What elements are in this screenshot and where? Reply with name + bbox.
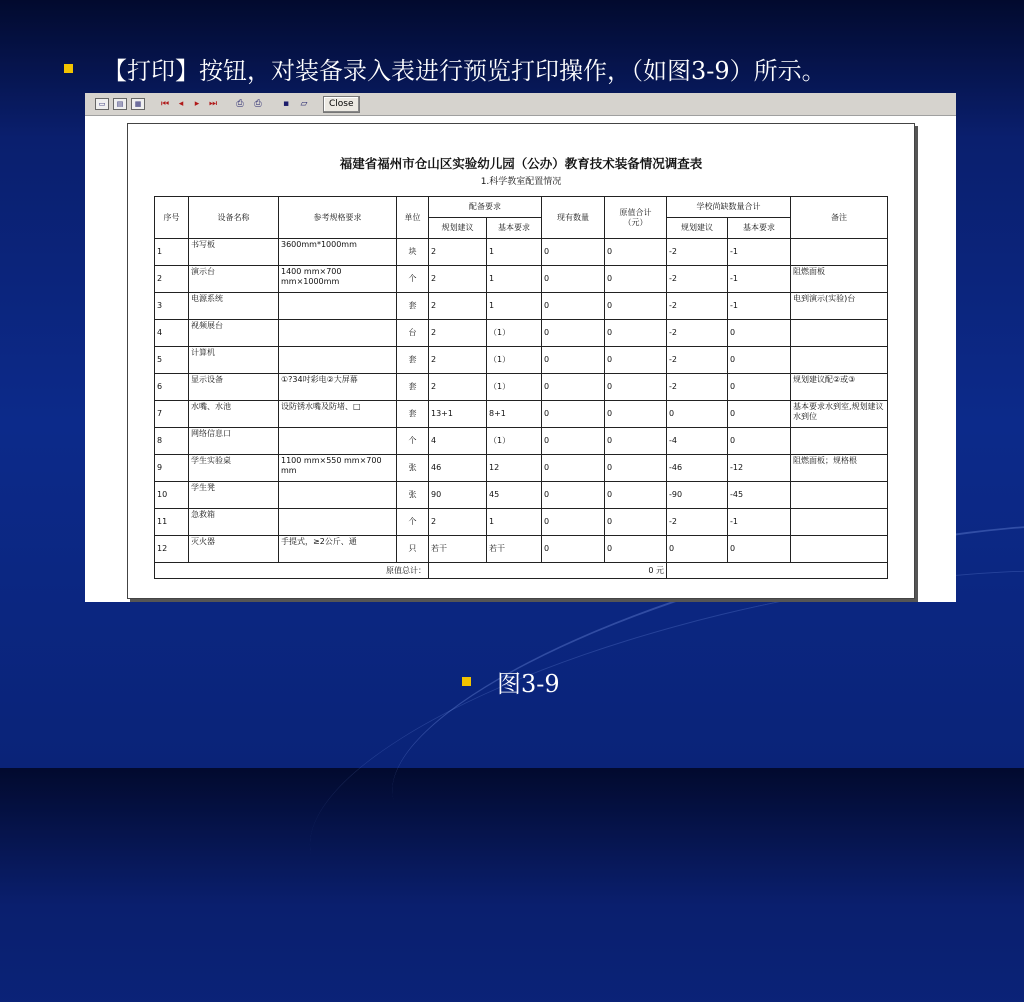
shortfall-plan-cell: -2 [667, 374, 728, 401]
remark-cell: 电到演示(实验)台 [791, 293, 888, 320]
row-index-cell: 6 [155, 374, 189, 401]
unit-cell: 套 [397, 347, 429, 374]
print-preview-window [85, 93, 956, 602]
header-name: 设备名称 [189, 197, 279, 239]
table-row [155, 455, 888, 482]
table-row [155, 482, 888, 509]
table-body [155, 239, 888, 563]
shortfall-plan-cell: -2 [667, 509, 728, 536]
two-page-icon[interactable]: ▤ [113, 98, 127, 110]
slide-heading-text: 【打印】按钮，对装备录入表进行预览打印操作，（如图3-9）所示。 [103, 56, 826, 85]
header-basic: 基本要求 [487, 218, 542, 239]
figure-caption [462, 664, 560, 699]
existing-qty-cell: 0 [542, 347, 605, 374]
original-value-cell: 0 [605, 293, 667, 320]
row-index-cell: 2 [155, 266, 189, 293]
equipment-name-cell: 书写板 [189, 239, 279, 266]
shortfall-plan-cell: -2 [667, 239, 728, 266]
equipment-name-cell: 演示台 [189, 266, 279, 293]
equipment-name-cell: 水嘴、水池 [189, 401, 279, 428]
config-basic-cell: （1） [487, 374, 542, 401]
unit-cell: 块 [397, 239, 429, 266]
row-index-cell: 7 [155, 401, 189, 428]
table-row [155, 347, 888, 374]
header-unit: 单位 [397, 197, 429, 239]
shortfall-plan-cell: -2 [667, 293, 728, 320]
table-row [155, 536, 888, 563]
one-page-icon[interactable]: ▭ [95, 98, 109, 110]
config-basic-cell: 若干 [487, 536, 542, 563]
remark-cell [791, 536, 888, 563]
remark-cell [791, 509, 888, 536]
existing-qty-cell: 0 [542, 320, 605, 347]
shortfall-plan-cell: 0 [667, 536, 728, 563]
existing-qty-cell: 0 [542, 455, 605, 482]
unit-cell: 只 [397, 536, 429, 563]
header-existing: 现有数量 [542, 197, 605, 239]
next-page-icon[interactable]: ▸ [194, 98, 200, 109]
original-value-cell: 0 [605, 428, 667, 455]
header-shortfall-basic: 基本要求 [728, 218, 791, 239]
config-basic-cell: 1 [487, 509, 542, 536]
config-basic-cell: 1 [487, 293, 542, 320]
row-index-cell: 3 [155, 293, 189, 320]
existing-qty-cell: 0 [542, 239, 605, 266]
total-value: 0 元 [429, 563, 667, 579]
equipment-name-cell: 计算机 [189, 347, 279, 374]
original-value-cell: 0 [605, 239, 667, 266]
header-shortfall-plan: 规划建议 [667, 218, 728, 239]
equipment-spec-cell [279, 482, 397, 509]
remark-cell: 基本要求水到室,规划建议水到位 [791, 401, 888, 428]
equipment-spec-cell: 手提式，≥2公斤、通 [279, 536, 397, 563]
close-button[interactable]: Close [323, 96, 360, 113]
header-spec: 参考规格要求 [279, 197, 397, 239]
table-row [155, 401, 888, 428]
shortfall-basic-cell: -1 [728, 509, 791, 536]
shortfall-basic-cell: 0 [728, 320, 791, 347]
config-basic-cell: 1 [487, 266, 542, 293]
shortfall-plan-cell: -46 [667, 455, 728, 482]
figure-caption-text: 图3-9 [497, 670, 560, 698]
total-row [155, 563, 888, 579]
bullet-icon [64, 64, 73, 73]
existing-qty-cell: 0 [542, 266, 605, 293]
table-row [155, 293, 888, 320]
original-value-cell: 0 [605, 266, 667, 293]
equipment-spec-cell [279, 320, 397, 347]
save-icon[interactable]: ▪ [282, 98, 290, 109]
header-plan: 规划建议 [429, 218, 487, 239]
unit-cell: 张 [397, 482, 429, 509]
config-plan-cell: 2 [429, 266, 487, 293]
shortfall-plan-cell: -2 [667, 347, 728, 374]
unit-cell: 个 [397, 428, 429, 455]
unit-cell: 套 [397, 374, 429, 401]
config-basic-cell: 45 [487, 482, 542, 509]
shortfall-basic-cell: -1 [728, 266, 791, 293]
table-row [155, 320, 888, 347]
config-basic-cell: 12 [487, 455, 542, 482]
shortfall-plan-cell: -2 [667, 266, 728, 293]
equipment-spec-cell: 1400 mm×700 mm×1000mm [279, 266, 397, 293]
config-basic-cell: 1 [487, 239, 542, 266]
unit-cell: 个 [397, 509, 429, 536]
row-index-cell: 1 [155, 239, 189, 266]
shortfall-basic-cell: 0 [728, 347, 791, 374]
remark-cell: 阻燃面板；规格根 [791, 455, 888, 482]
header-index: 序号 [155, 197, 189, 239]
config-plan-cell: 90 [429, 482, 487, 509]
equipment-spec-cell [279, 509, 397, 536]
row-index-cell: 4 [155, 320, 189, 347]
open-folder-icon[interactable]: ▱ [300, 98, 308, 109]
row-index-cell: 11 [155, 509, 189, 536]
existing-qty-cell: 0 [542, 509, 605, 536]
shortfall-basic-cell: 0 [728, 374, 791, 401]
equipment-name-cell: 显示设备 [189, 374, 279, 401]
unit-cell: 台 [397, 320, 429, 347]
shortfall-plan-cell: -90 [667, 482, 728, 509]
total-label: 原值总计： [155, 563, 429, 579]
shortfall-plan-cell: -2 [667, 320, 728, 347]
original-value-cell: 0 [605, 347, 667, 374]
existing-qty-cell: 0 [542, 401, 605, 428]
equipment-table [154, 196, 888, 579]
equipment-name-cell: 急救箱 [189, 509, 279, 536]
config-plan-cell: 46 [429, 455, 487, 482]
unit-cell: 个 [397, 266, 429, 293]
last-page-icon[interactable]: ⏭ [208, 98, 218, 109]
original-value-cell: 0 [605, 482, 667, 509]
table-row [155, 428, 888, 455]
shortfall-basic-cell: 0 [728, 401, 791, 428]
shortfall-basic-cell: 0 [728, 536, 791, 563]
unit-cell: 套 [397, 401, 429, 428]
shortfall-plan-cell: -4 [667, 428, 728, 455]
remark-cell [791, 428, 888, 455]
document-page [127, 123, 915, 599]
shortfall-basic-cell: -12 [728, 455, 791, 482]
original-value-cell: 0 [605, 374, 667, 401]
equipment-spec-cell: ①?34吋彩电②大屏幕 [279, 374, 397, 401]
equipment-spec-cell: 3600mm*1000mm [279, 239, 397, 266]
equipment-spec-cell: 1100 mm×550 mm×700 mm [279, 455, 397, 482]
remark-cell: 规划建议配②或③ [791, 374, 888, 401]
shortfall-basic-cell: 0 [728, 428, 791, 455]
unit-cell: 套 [397, 293, 429, 320]
original-value-cell: 0 [605, 401, 667, 428]
equipment-spec-cell [279, 293, 397, 320]
config-basic-cell: （1） [487, 428, 542, 455]
equipment-name-cell: 电源系统 [189, 293, 279, 320]
unit-cell: 张 [397, 455, 429, 482]
equipment-spec-cell: 设防锈水嘴及防堵、□ [279, 401, 397, 428]
preview-toolbar [85, 93, 956, 116]
config-plan-cell: 2 [429, 239, 487, 266]
config-plan-cell: 若干 [429, 536, 487, 563]
shortfall-basic-cell: -1 [728, 239, 791, 266]
config-plan-cell: 2 [429, 374, 487, 401]
document-title: 福建省福州市仓山区实验幼儿园（公办）教育技术装备情况调查表 [339, 156, 703, 171]
equipment-name-cell: 学生凳 [189, 482, 279, 509]
shortfall-basic-cell: -1 [728, 293, 791, 320]
remark-cell: 阻燃面板 [791, 266, 888, 293]
table-row [155, 266, 888, 293]
remark-cell [791, 239, 888, 266]
header-remark: 备注 [791, 197, 888, 239]
remark-cell [791, 347, 888, 374]
table-row [155, 374, 888, 401]
original-value-cell: 0 [605, 320, 667, 347]
slide-heading [64, 48, 826, 88]
prev-page-icon[interactable]: ◂ [178, 98, 184, 109]
header-shortfall: 学校尚缺数量合计 [667, 197, 791, 218]
equipment-name-cell: 灭火器 [189, 536, 279, 563]
remark-cell [791, 482, 888, 509]
table-row [155, 239, 888, 266]
config-plan-cell: 2 [429, 347, 487, 374]
equipment-name-cell: 视频展台 [189, 320, 279, 347]
row-index-cell: 9 [155, 455, 189, 482]
row-index-cell: 12 [155, 536, 189, 563]
row-index-cell: 10 [155, 482, 189, 509]
equipment-name-cell: 网络信息口 [189, 428, 279, 455]
config-basic-cell: 8+1 [487, 401, 542, 428]
original-value-cell: 0 [605, 536, 667, 563]
config-plan-cell: 4 [429, 428, 487, 455]
existing-qty-cell: 0 [542, 482, 605, 509]
document-subtitle: 1.科学教室配置情况 [480, 177, 562, 187]
shortfall-plan-cell: 0 [667, 401, 728, 428]
print-icon[interactable]: ⎙ [254, 98, 262, 109]
equipment-spec-cell [279, 428, 397, 455]
print-setup-icon[interactable]: ⎙ [236, 98, 244, 109]
preview-area[interactable] [85, 117, 956, 602]
existing-qty-cell: 0 [542, 536, 605, 563]
config-basic-cell: （1） [487, 320, 542, 347]
table-row [155, 509, 888, 536]
config-plan-cell: 2 [429, 509, 487, 536]
equipment-spec-cell [279, 347, 397, 374]
header-config-req: 配备要求 [429, 197, 542, 218]
config-plan-cell: 13+1 [429, 401, 487, 428]
existing-qty-cell: 0 [542, 374, 605, 401]
equipment-name-cell: 学生实验桌 [189, 455, 279, 482]
config-basic-cell: （1） [487, 347, 542, 374]
row-index-cell: 8 [155, 428, 189, 455]
header-original-value: 原值合计 （元） [605, 197, 667, 239]
multi-page-icon[interactable]: ▦ [131, 98, 145, 110]
first-page-icon[interactable]: ⏮ [160, 98, 170, 109]
original-value-cell: 0 [605, 509, 667, 536]
existing-qty-cell: 0 [542, 293, 605, 320]
config-plan-cell: 2 [429, 320, 487, 347]
config-plan-cell: 2 [429, 293, 487, 320]
shortfall-basic-cell: -45 [728, 482, 791, 509]
original-value-cell: 0 [605, 455, 667, 482]
bullet-icon [462, 677, 471, 686]
row-index-cell: 5 [155, 347, 189, 374]
existing-qty-cell: 0 [542, 428, 605, 455]
remark-cell [791, 320, 888, 347]
